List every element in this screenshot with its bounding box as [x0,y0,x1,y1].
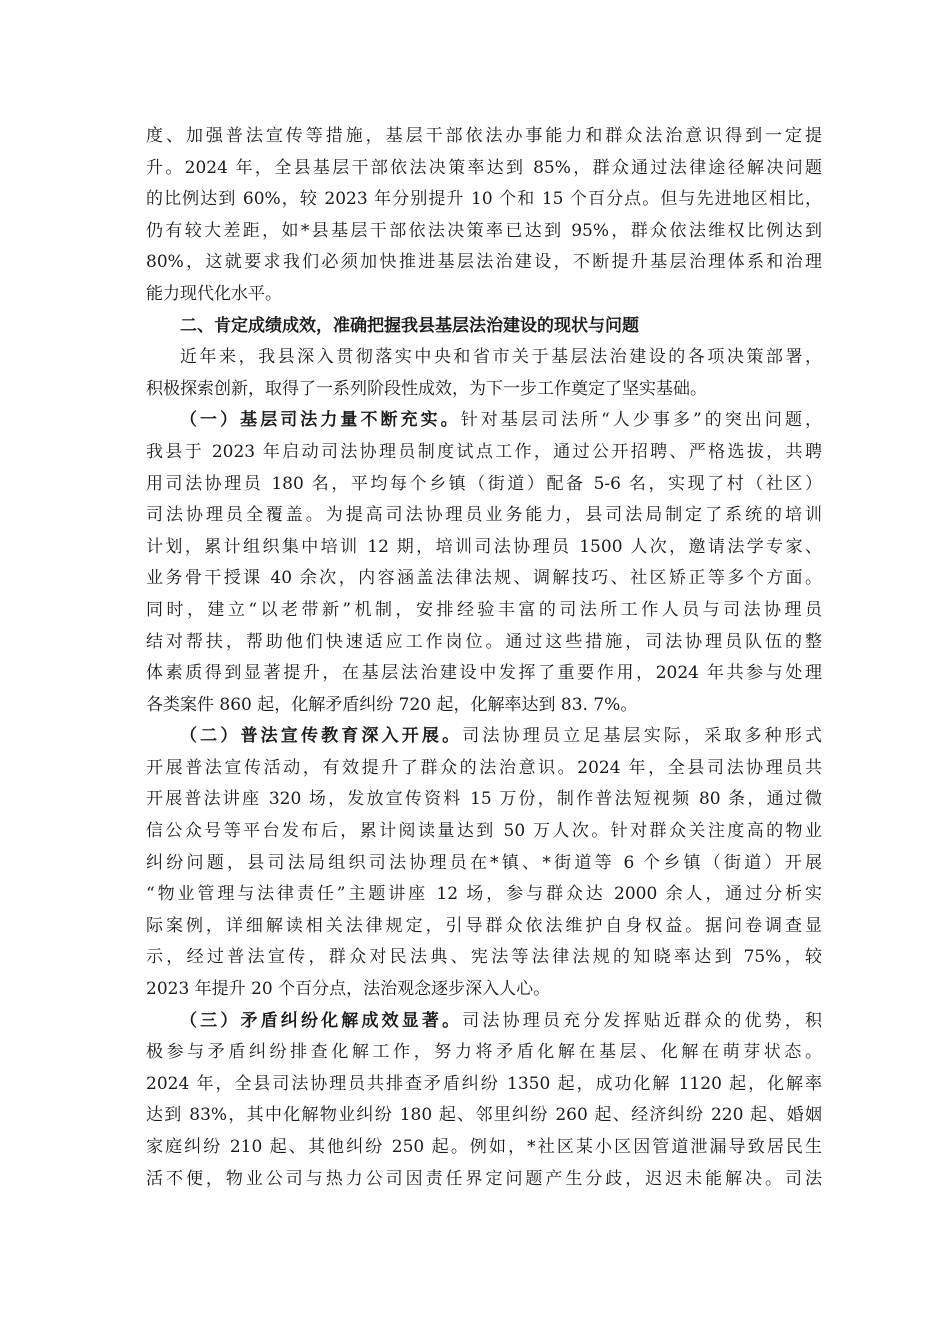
paragraph [146,721,822,1005]
text-line: 近年来，我县深入贯彻落实中央和省市关于基层法治建设的各项决策部署， [180,347,822,368]
text-line: 结对帮扶，帮助他们快速适应工作岗位。通过这些措施，司法协理员队伍的整 [146,631,822,652]
text-line [146,405,822,437]
heading-text: 二、肯定成绩成效，准确把握我县基层法治建设的现状与问题 [180,315,639,336]
line-text: 司法协理员充分发挥贴近群众的优势，积 [462,1010,822,1031]
paragraph [146,342,822,405]
text-line: 2023 年提升 20 个百分点，法治观念逐步深入人心。 [146,979,551,1000]
text-line: 际案例，详细解读相关法律规定，引导群众依法维护自身权益。据问卷调查显 [146,915,822,936]
text-line: 活不便，物业公司与热力公司因责任界定问题产生分歧，迟迟未能解决。司法 [146,1168,822,1189]
text-line: 体素质得到显著提升，在基层法治建设中发挥了重要作用，2024 年共参与处理 [146,663,822,684]
text-line: 各类案件 860 起，化解矛盾纠纷 720 起，化解率达到 83. 7%。 [146,694,638,715]
paragraph [146,405,822,721]
text-line: 仍有较大差距，如*县基层干部依法决策率已达到 95%，群众依法维权比例达到 [146,220,822,241]
paragraph [146,1006,822,1196]
text-line: 用司法协理员 180 名，平均每个乡镇（街道）配备 5-6 名，实现了村（社区） [146,473,822,494]
subsection-lead: （二）普法宣传教育深入开展。 [180,726,463,747]
text-line: 计划，累计组织集中培训 12 期，培训司法协理员 1500 人次，邀请法学专家、 [146,536,822,557]
line-text: 司法协理员立足基层实际，采取多种形式 [462,726,822,747]
paragraph [146,121,822,311]
text-line: 达到 83%，其中化解物业纠纷 180 起、邻里纠纷 260 起、经济纠纷 220 起、婚姻 [146,1105,822,1126]
text-line: 开展普法宣传活动，有效提升了群众的法治意识。2024 年，全县司法协理员共 [146,757,822,778]
text-line: 纠纷问题，县司法局组织司法协理员在*镇、*街道等 6 个乡镇（街道）开展 [146,852,822,873]
text-line [146,1006,822,1038]
text-line: 度、加强普法宣传等措施，基层干部依法办事能力和群众法治意识得到一定提 [146,126,822,146]
text-line: 2024 年，全县司法协理员共排查矛盾纠纷 1350 起，成功化解 1120 起，化解率 [146,1073,822,1094]
text-line: 80%，这就要求我们必须加快推进基层法治建设，不断提升基层治理体系和治理 [146,252,822,273]
text-line: 积极探索创新，取得了一系列阶段性成效，为下一步工作奠定了坚实基础。 [146,378,707,399]
text-line: 示，经过普法宣传，群众对民法典、宪法等法律法规的知晓率达到 75%，较 [146,947,822,968]
text-line: 司法协理员全覆盖。为提高司法协理员业务能力，县司法局制定了系统的培训 [146,505,822,526]
text-line: 同时，建立“以老带新”机制，安排经验丰富的司法所工作人员与司法协理员 [146,599,822,620]
text-line: 家庭纠纷 210 起、其他纠纷 250 起。例如，*社区某小区因管道泄漏导致居民生 [146,1137,822,1157]
text-line [146,311,822,343]
text-line: 信公众号等平台发布后，累计阅读量达到 50 万人次。针对群众关注度高的物业 [146,821,822,842]
text-line: 开展普法讲座 320 场，发放宣传资料 15 万份，制作普法短视频 80 条，通过微 [146,789,822,810]
line-text: 针对基层司法所“人少事多”的突出问题， [460,410,822,431]
text-line: 的比例达到 60%，较 2023 年分别提升 10 个和 15 个百分点。但与先进地区相比， [146,189,822,210]
text-line: 业务骨干授课 40 余次，内容涵盖法律法规、调解技巧、社区矫正等多个方面。 [146,568,822,589]
text-line: “物业管理与法律责任”主题讲座 12 场，参与群众达 2000 余人，通过分析实 [146,884,822,905]
text-line: 能力现代化水平。 [146,283,282,304]
subsection-lead: （一）基层司法力量不断充实。 [180,410,461,431]
text-line: 极参与矛盾纠纷排查化解工作，努力将矛盾化解在基层、化解在萌芽状态。 [146,1042,822,1063]
text-line: 我县于 2023 年启动司法协理员制度试点工作，通过公开招聘、严格选拔，共聘 [146,441,822,462]
text-line: 升。2024 年，全县基层干部依法决策率达到 85%，群众通过法律途径解决问题 [146,157,822,178]
text-line [146,721,822,753]
section-heading [146,311,822,343]
document-body [146,121,822,1195]
subsection-lead: （三）矛盾纠纷化解成效显著。 [180,1010,463,1031]
